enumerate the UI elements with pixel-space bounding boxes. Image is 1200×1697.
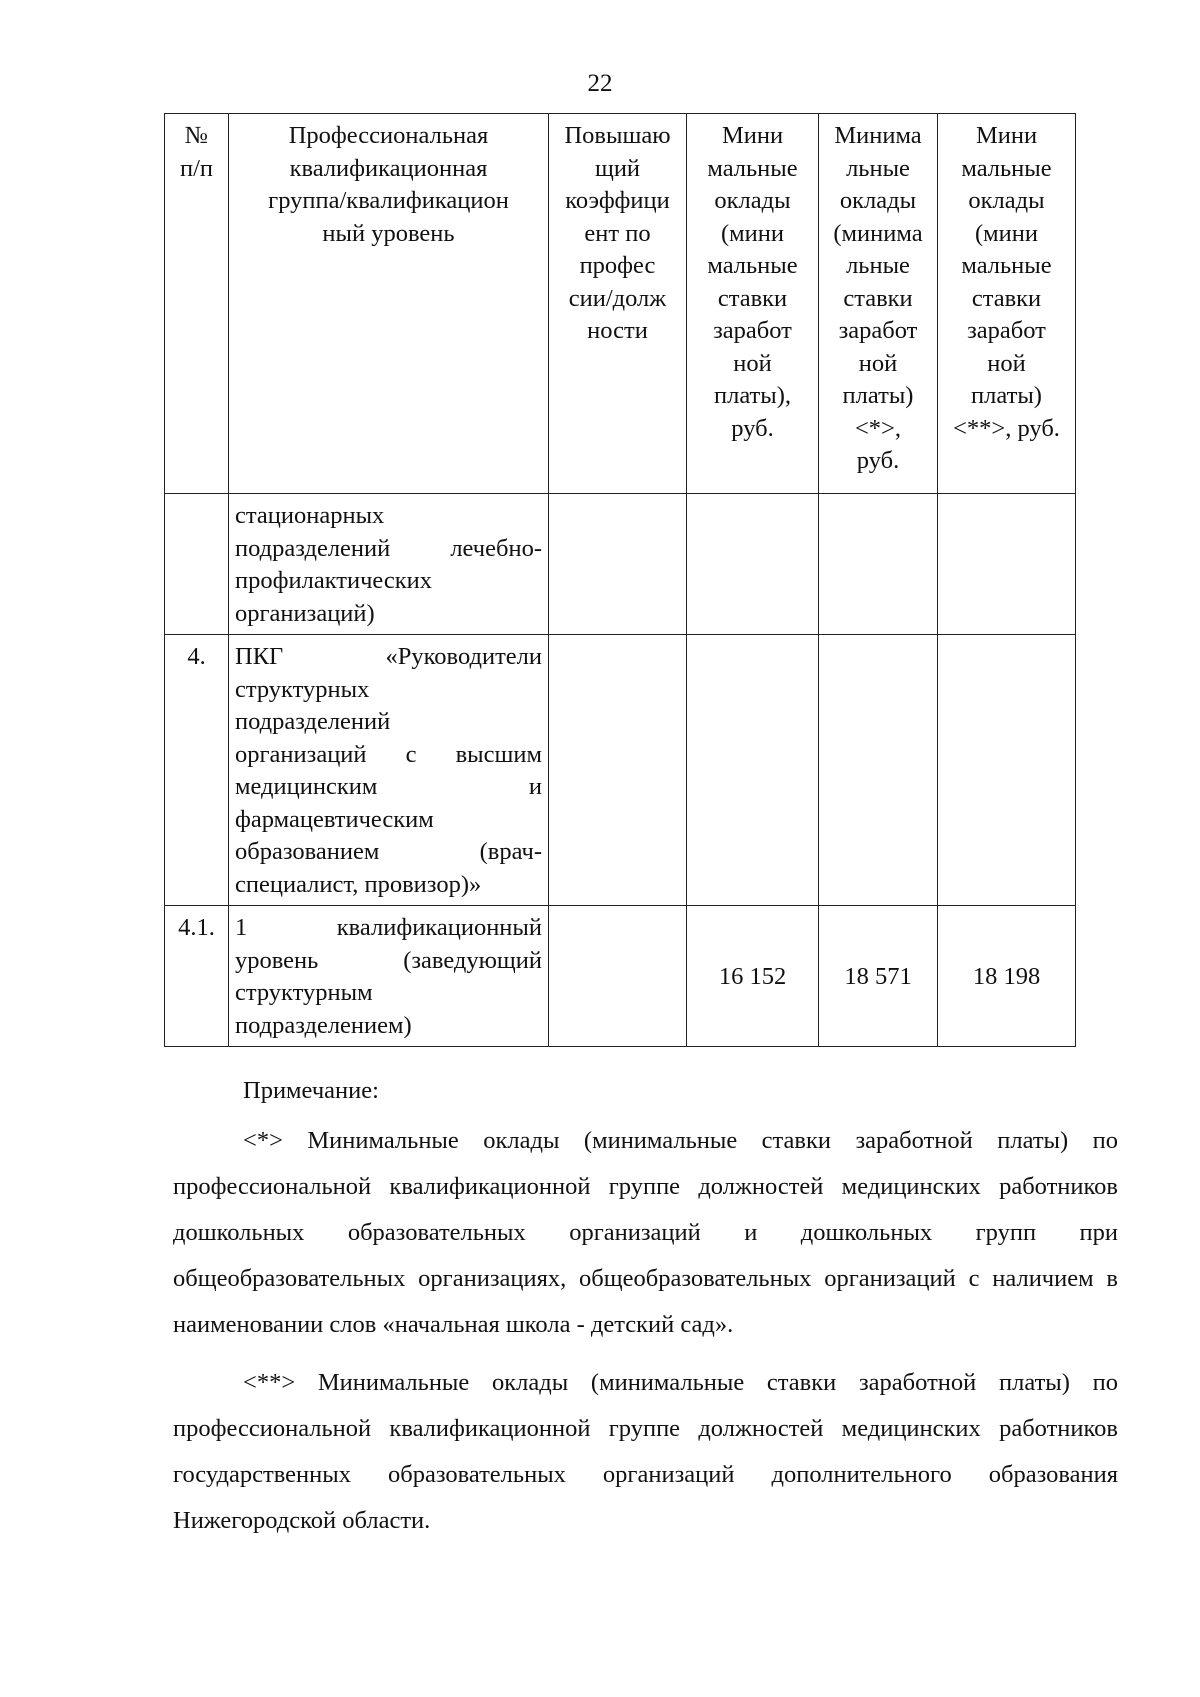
row-coefficient [549, 906, 687, 1047]
row-min-salary-double-star [938, 494, 1076, 635]
row-min-salary-star [819, 494, 938, 635]
table-row [165, 494, 1076, 635]
note-single-star [173, 1118, 1118, 1348]
row-min-salary-star [819, 635, 938, 906]
row-min-salary-double-star: 18 198 [938, 906, 1076, 1047]
row-num: 4.1. [165, 906, 229, 1047]
row-coefficient [549, 635, 687, 906]
table-header-row [165, 114, 1076, 494]
table-row [165, 906, 1076, 1047]
row-coefficient [549, 494, 687, 635]
note-double-star-text: <**> Минимальные оклады (минимальные ставки заработной платы) по профессиональной квалификационной группе должностей медицинских работников государственных образовательных организаций дополнительного образования Нижегородской области. [173, 1369, 1118, 1534]
salary-table [164, 113, 1076, 1047]
note-single-star-text: <*> Минимальные оклады (минимальные ставки заработной платы) по профессиональной квалификационной группе должностей медицинских работников дошкольных образовательных организаций и дошкольных групп при общеобразовательных организациях, общеобразовательных организаций с наличием в наименовании слов «начальная школа - детский сад». [173, 1127, 1118, 1338]
header-min-salary: Мини мальные оклады (мини мальные ставки заработ ной платы), руб. [687, 114, 819, 494]
page-number: 22 [587, 70, 613, 97]
row-num: 4. [165, 635, 229, 906]
row-group: стационарных подразделений лечебно- профилактических организаций) [229, 494, 549, 635]
header-group: Профессиональная квалификационная группа/квалификацион ный уровень [229, 114, 549, 494]
header-num: № п/п [165, 114, 229, 494]
header-coefficient: Повышаю щий коэффици ент по профес сии/долж ности [549, 114, 687, 494]
row-min-salary-double-star [938, 635, 1076, 906]
row-min-salary: 16 152 [687, 906, 819, 1047]
notes-title: Примечание: [243, 1077, 379, 1104]
row-min-salary-star: 18 571 [819, 906, 938, 1047]
row-min-salary [687, 494, 819, 635]
table-row [165, 635, 1076, 906]
note-double-star [173, 1360, 1118, 1544]
row-min-salary [687, 635, 819, 906]
row-group: ПКГ «Руководители структурных подразделений организаций с высшим медицинским и фармацевтическим образованием (врач- специалист, провизор)» [229, 635, 549, 906]
row-num [165, 494, 229, 635]
row-group: 1 квалификационный уровень (заведующий структурным подразделением) [229, 906, 549, 1047]
header-min-salary-star: Минима льные оклады (минима льные ставки заработ ной платы) <*>, руб. [819, 114, 938, 494]
header-min-salary-double-star: Мини мальные оклады (мини мальные ставки заработ ной платы) <**>, руб. [938, 114, 1076, 494]
